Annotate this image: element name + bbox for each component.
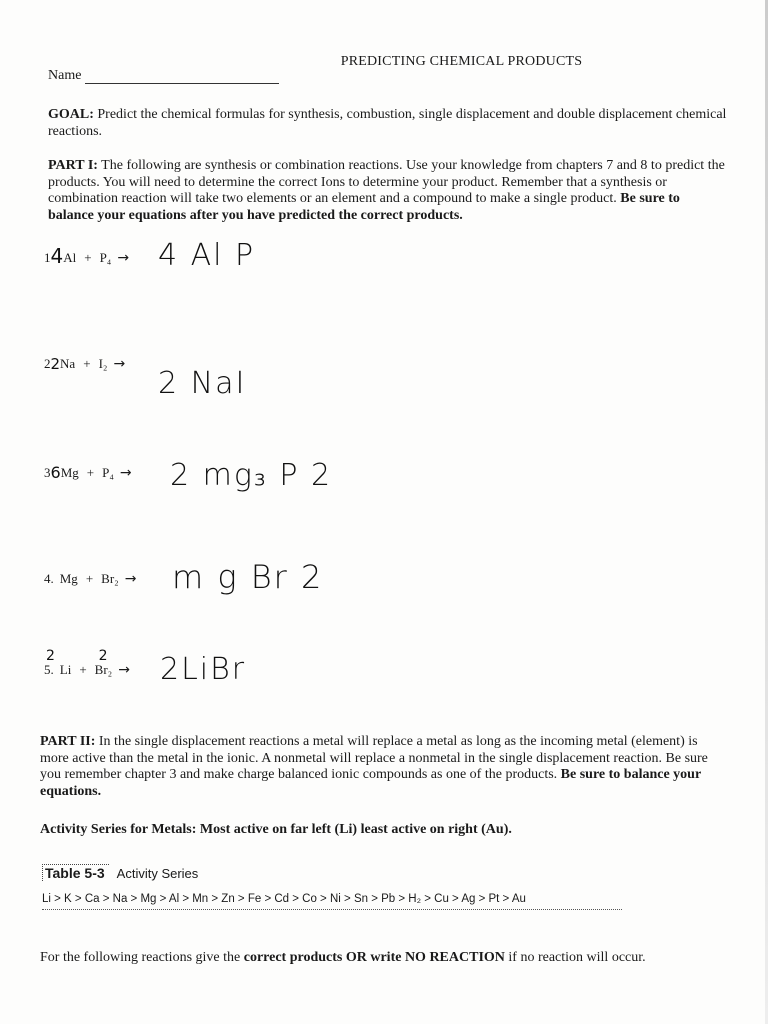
reaction-number: 1 (44, 250, 51, 265)
activity-series-list: Li > K > Ca > Na > Mg > Al > Mn > Zn > Fe > Cd > Co > Ni > Sn > Pb > H₂ > Cu > Ag > Pt > Au (42, 893, 622, 910)
handwritten-answer-2: 2 NaI (158, 366, 247, 401)
reaction-number: 3 (44, 464, 51, 480)
page-title: PREDICTING CHEMICAL PRODUCTS (340, 54, 583, 69)
reaction-number: 4. (44, 571, 54, 586)
reactant-2-group (94, 648, 113, 678)
part1-paragraph (48, 158, 728, 224)
reactant-1: Al (63, 250, 77, 265)
handwritten-answer-1: 4 Al P (158, 238, 256, 273)
handwritten-coefficient: 4 (50, 244, 64, 268)
part2-label: PART II: (40, 734, 96, 749)
goal-text: Predict the chemical formulas for synthesis, combustion, single displacement and double displacement chemical reactions. (48, 107, 727, 139)
reaction-5 (44, 648, 130, 678)
table-subtitle: Activity Series (116, 866, 199, 881)
part1-label: PART I: (48, 158, 98, 173)
reaction-3 (44, 463, 132, 482)
reactant-1: Mg (59, 571, 78, 586)
name-blank-line[interactable] (85, 71, 279, 84)
reactant-1: Mg (60, 464, 79, 480)
plus-sign: + (84, 250, 92, 265)
reactant-1: Li (59, 662, 72, 677)
instruction-post: if no reaction will occur. (504, 950, 646, 965)
reaction-arrow: → (124, 571, 137, 587)
name-field (48, 68, 279, 84)
reactant-2: Br₂ (101, 571, 119, 586)
reaction-1 (44, 246, 129, 270)
name-label: Name (48, 68, 82, 83)
reaction-arrow: → (119, 464, 132, 481)
table-caption (42, 864, 198, 881)
handwritten-coefficient: 2 (50, 355, 61, 373)
plus-sign: + (79, 662, 87, 677)
reaction-arrow: → (113, 356, 126, 372)
plus-sign: + (85, 571, 94, 586)
handwritten-coefficient: 6 (50, 463, 61, 482)
instruction-bold: correct products OR write NO REACTION (243, 950, 505, 965)
plus-sign: + (83, 356, 91, 371)
part1-text: The following are synthesis or combination reactions. Use your knowledge from chapters 7 and 8 to predict the products. You will need to determine the correct Ions to determine your product. Remember that a synthesis or combination reaction will take two elements or an element and a compound to make a single product. (48, 158, 725, 206)
reaction-number: 5. (44, 662, 54, 677)
handwritten-answer-5: 2LiBr (160, 652, 247, 687)
reactant-2: P₄ (102, 464, 114, 480)
reactant-2: P₄ (99, 250, 112, 265)
part2-text: In the single displacement reactions a metal will replace a metal as long as the incoming metal (element) is more active than the metal in the ionic. A nonmetal will replace a nonmetal in the single displacement reaction. Be sure you remember chapter 3 and make charge balanced ionic compounds as one of the products. (40, 734, 708, 782)
instruction-pre: For the following reactions give the (40, 950, 244, 965)
goal-paragraph (48, 107, 728, 140)
reaction-number-group (44, 648, 55, 678)
reaction-number: 2 (44, 356, 51, 371)
plus-sign: + (86, 464, 95, 480)
part1-emphasis: Be sure to balance your equations after you have predicted the correct products. (48, 191, 680, 223)
handwritten-coefficient: 2 (46, 648, 55, 664)
reactant-2: I₂ (98, 356, 108, 371)
part2-paragraph (40, 734, 720, 800)
activity-series-note: Activity Series for Metals: Most active on far left (Li) least active on right (Au). (40, 822, 512, 837)
part2-emphasis: Be sure to balance your equations. (40, 767, 701, 799)
reaction-2 (44, 355, 125, 373)
reactant-1: Na (60, 356, 76, 371)
reaction-4 (44, 571, 136, 587)
reactant-2: Br₂ (94, 662, 113, 677)
handwritten-answer-4: m g Br 2 (172, 558, 324, 596)
reaction-arrow: → (118, 662, 130, 678)
goal-label: GOAL: (48, 107, 94, 122)
instruction-line (40, 950, 720, 967)
table-label: Table 5-3 (42, 864, 109, 881)
handwritten-coefficient: 2 (98, 648, 108, 664)
handwritten-answer-3: 2 mg₃ P 2 (170, 458, 333, 493)
reaction-arrow: → (117, 250, 130, 266)
